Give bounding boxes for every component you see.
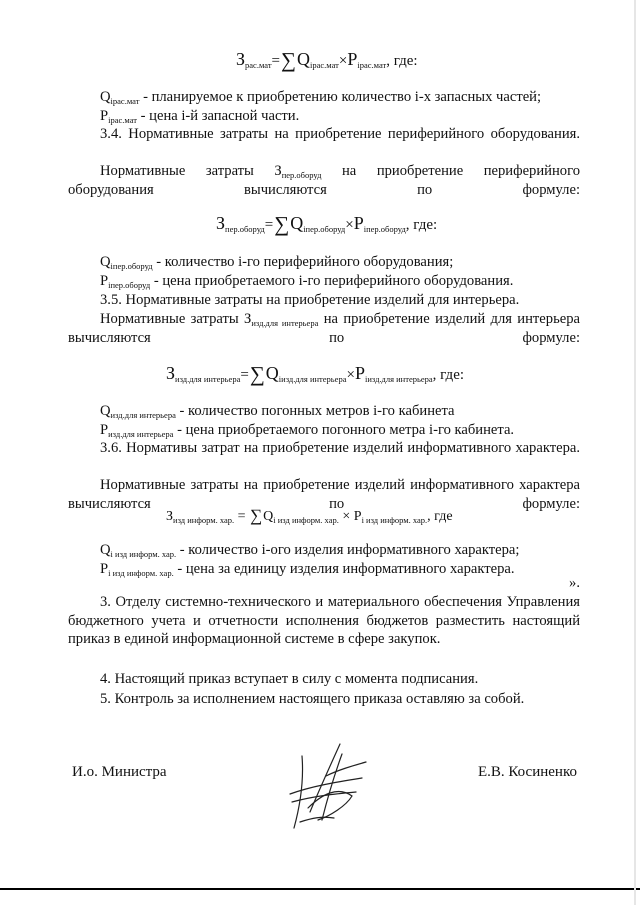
item-4: 4. Настоящий приказ вступает в силу с момента подписания. <box>100 671 479 687</box>
item-5: 5. Контроль за исполнением настоящего приказа оставляю за собой. <box>100 691 525 707</box>
signer-title: И.о. Министра <box>72 764 167 780</box>
formula-interior: $З_{изд.для интерьера}=\sum Q_{iизд.для интерьера}\times P_{iизд.для интерьера}$, где: <box>166 362 465 386</box>
section-3-4-body: Нормативные затраты $З_{пер.оборуд}$ на приобретение периферийного оборудования вычисляются по формуле: <box>68 163 580 198</box>
definition-line: $P_{i изд информ. хар.}$ - цена за единицу изделия информативного характера. <box>100 560 515 578</box>
definition-line: $Q_{i изд информ. хар.}$ - количество i-ого изделия информативного характера; <box>100 542 520 559</box>
scan-border-right <box>634 0 636 905</box>
scan-border-bottom <box>0 888 640 890</box>
formula-informative: $З_{изд информ. хар.} = \sum Q_{i изд информ. хар.} \times P_{i изд информ. хар.}$, где <box>166 506 453 525</box>
section-3-6-heading: 3.6. Нормативы затрат на приобретение изделий информативного характера. <box>100 440 580 456</box>
definition-list <box>68 402 580 439</box>
formula-consumables: $З_{рас.мат}=\sum Q_{iрас.мат}\times P_{iрас.мат}$, где: <box>236 48 418 72</box>
section-3-6-body: Нормативные затраты на приобретение изделий информативного характера вычисляются по формуле: <box>68 477 580 512</box>
definition-line: $P_{iрас.мат}$ - цена i-й запасной части. <box>100 107 300 125</box>
definition-list <box>68 88 580 125</box>
closing-quote: ». <box>569 575 580 591</box>
definition-line: $P_{изд.для интерьера}$ - цена приобретаемого погонного метра i-го кабинета. <box>100 421 515 439</box>
definition-line: $P_{iпер.оборуд}$ - цена приобретаемого i-го периферийного оборудования. <box>100 272 514 290</box>
definition-line: $Q_{iрас.мат}$ - планируемое к приобретению количество i-х запасных частей; <box>100 89 542 106</box>
item-3: 3. Отделу системно-технического и материального обеспечения Управления бюджетного учета и отчетности исполнения бюджетов разместить настоящий приказ в единой информационной системе в сфере закупок. <box>68 594 580 648</box>
section-3-5-body: Нормативные затраты $З_{изд.для интерьера}$ на приобретение изделий для интерьера вычисляются по формуле: <box>68 311 580 346</box>
definition-list <box>68 541 580 578</box>
section-3-4-heading: 3.4. Нормативные затраты на приобретение периферийного оборудования. <box>100 126 580 142</box>
definition-line: $Q_{iпер.оборуд}$ - количество i-го периферийного оборудования; <box>100 254 454 271</box>
definition-line: $Q_{изд.для интерьера}$ - количество погонных метров i-го кабинета <box>100 403 455 420</box>
signer-name: Е.В. Косиненко <box>478 764 577 780</box>
formula-peripherals: $З_{пер.оборуд}=\sum Q_{iпер.оборуд}\times P_{iпер.оборуд}$, где: <box>216 212 438 236</box>
handwritten-signature <box>282 736 372 836</box>
definition-list <box>68 253 580 290</box>
section-3-5-heading: 3.5. Нормативные затраты на приобретение изделий для интерьера. <box>100 292 520 308</box>
